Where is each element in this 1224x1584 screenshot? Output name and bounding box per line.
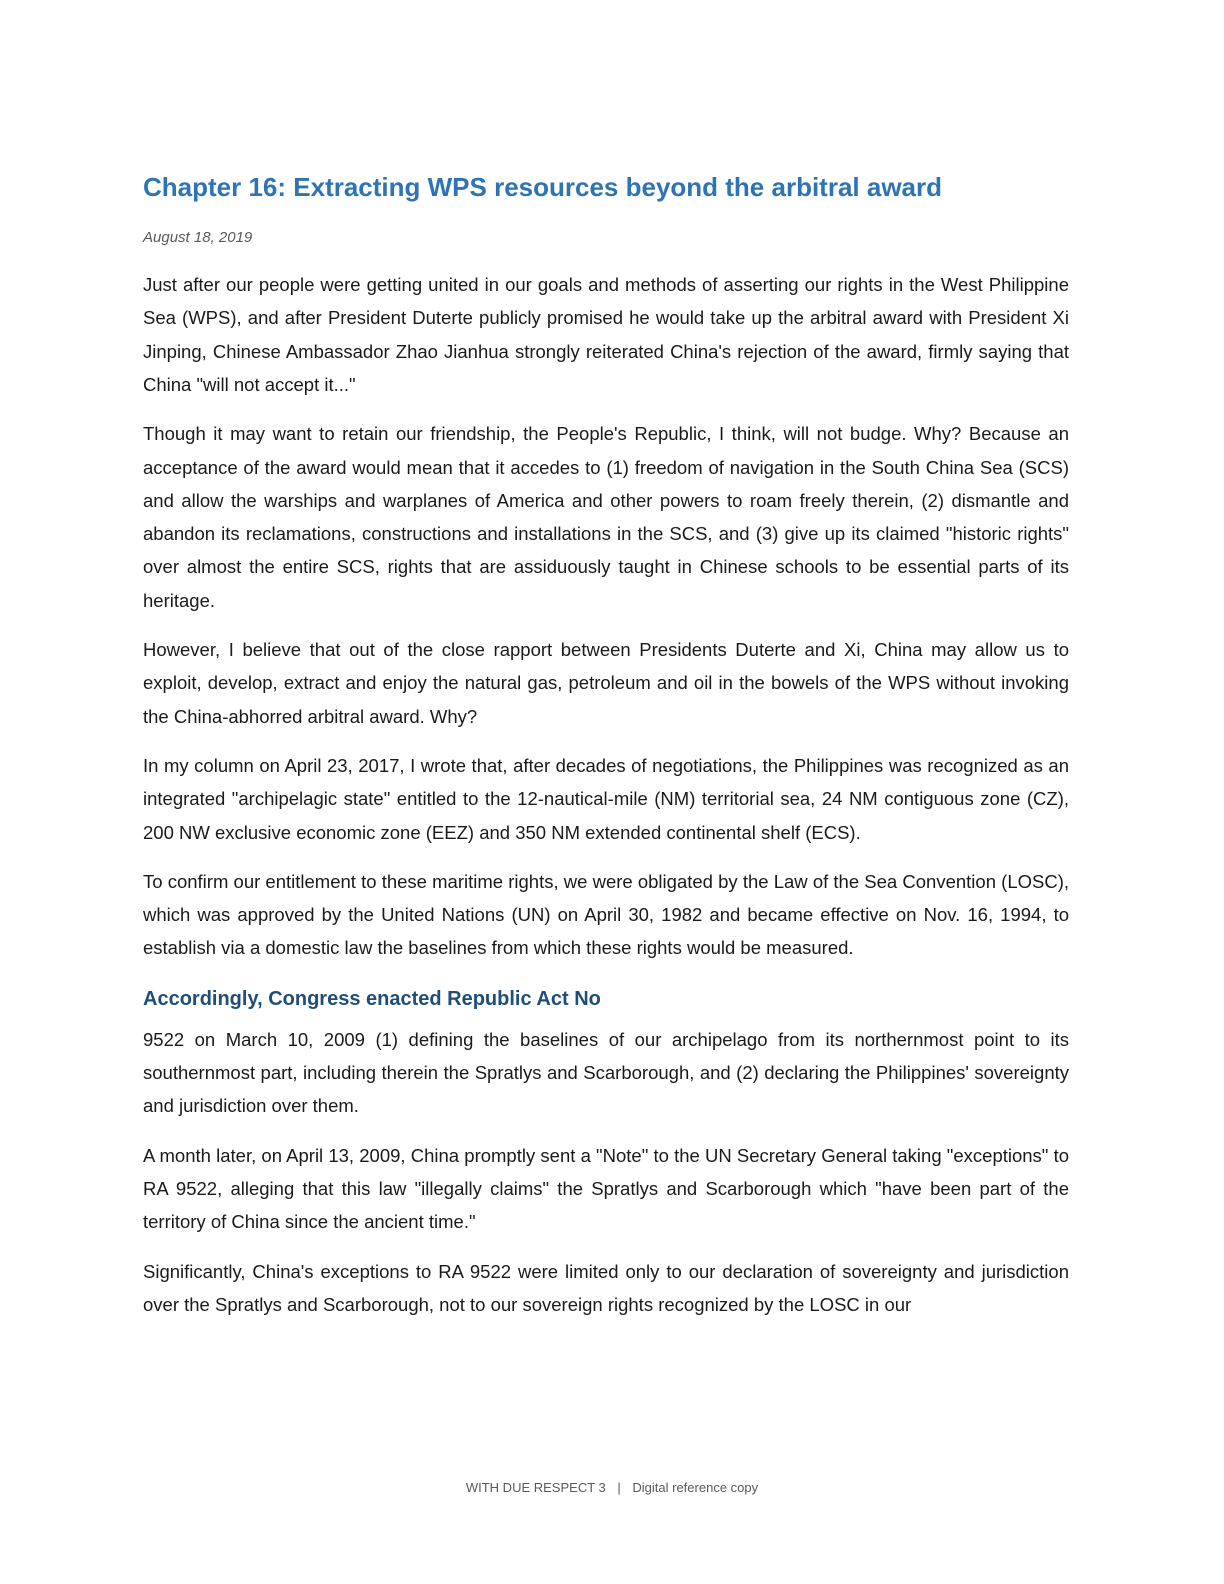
paragraph: Significantly, China's exceptions to RA 9522 were limited only to our declaration of sovereignty and jurisdiction over the Spratlys and Scarborough, not to our sovereign rights recognized by the LOSC in our — [143, 1260, 1069, 1315]
document-body — [143, 170, 1069, 1337]
paragraph: 9522 on March 10, 2009 (1) defining the baselines of our archipelago from its northernmost point to its southernmost part, including therein the Spratlys and Scarborough, and (2) declaring the Philippines' sovereignty and jurisdiction over them. — [143, 1028, 1069, 1117]
footer-separator: | — [617, 1480, 621, 1495]
section-subheading: Accordingly, Congress enacted Republic Act No — [143, 987, 601, 1010]
footer-book-page: WITH DUE RESPECT 3 — [465, 1480, 606, 1495]
paragraph: A month later, on April 13, 2009, China promptly sent a "Note" to the UN Secretary General taking "exceptions" to RA 9522, alleging that this law "illegally claims" the Spratlys and Scarborough which "have been part of the territory of China since the ancient time." — [143, 1144, 1069, 1233]
chapter-title: Chapter 16: Extracting WPS resources beyond the arbitral award — [143, 172, 943, 202]
paragraph: To confirm our entitlement to these maritime rights, we were obligated by the Law of the Sea Convention (LOSC), which was approved by the United Nations (UN) on April 30, 1982 and became effective on Nov. 16, 1994, to establish via a domestic law the baselines from which these rights would be measured. — [143, 870, 1069, 959]
paragraph: Just after our people were getting united in our goals and methods of asserting our rights in the West Philippine Sea (WPS), and after President Duterte publicly promised he would take up the arbitral award with President Xi Jinping, Chinese Ambassador Zhao Jianhua strongly reiterated China's rejection of the award, firmly saying that China "will not accept it..." — [143, 274, 1069, 395]
page-footer — [0, 1480, 1224, 1495]
publication-date: August 18, 2019 — [143, 229, 253, 247]
footer-copy-note: Digital reference copy — [632, 1480, 759, 1495]
paragraph: Though it may want to retain our friendship, the People's Republic, I think, will not budge. Why? Because an acceptance of the award would mean that it accedes to (1) freedom of navigation in the South China Sea (SCS) and allow the warships and warplanes of America and other powers to roam freely therein, (2) dismantle and abandon its reclamations, constructions and installations in the SCS, and (3) give up its claimed "historic rights" over almost the entire SCS, rights that are assiduously taught in Chinese schools to be essential parts of its heritage. — [143, 423, 1069, 611]
paragraph: However, I believe that out of the close rapport between Presidents Duterte and Xi, China may allow us to exploit, develop, extract and enjoy the natural gas, petroleum and oil in the bowels of the WPS without invoking the China-abhorred arbitral award. Why? — [143, 639, 1069, 727]
paragraph: In my column on April 23, 2017, I wrote that, after decades of negotiations, the Philippines was recognized as an integrated "archipelagic state" entitled to the 12-nautical-mile (NM) territorial sea, 24 NM contiguous zone (CZ), 200 NW exclusive economic zone (EEZ) and 350 NM extended continental shelf (ECS). — [143, 754, 1069, 843]
